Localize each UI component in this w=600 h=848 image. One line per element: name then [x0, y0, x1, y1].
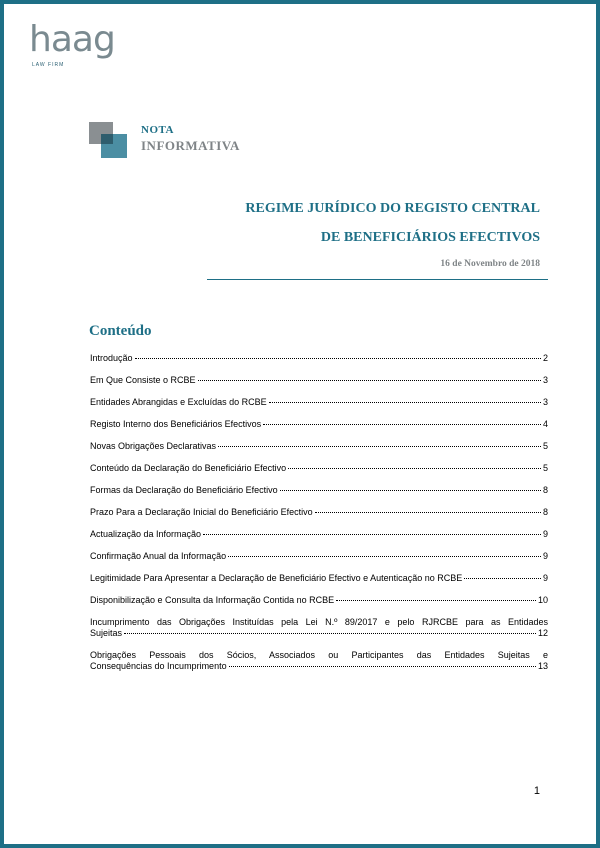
toc-entry[interactable]	[90, 551, 548, 562]
toc-leader	[218, 446, 541, 447]
toc-entry[interactable]	[90, 529, 548, 540]
document-title-line2: DE BENEFICIÁRIOS EFECTIVOS	[320, 230, 540, 245]
toc-entry[interactable]	[90, 617, 548, 639]
toc-entry-text: Legitimidade Para Apresentar a Declaração de Beneficiário Efectivo e Autenticação no RCBE	[90, 573, 463, 583]
toc-entry-text-line2: Consequências do Incumprimento	[90, 661, 227, 671]
toc-entry[interactable]	[90, 650, 548, 672]
toc-entry[interactable]	[90, 463, 548, 474]
toc-entry-page: 8	[542, 507, 548, 517]
toc-entry[interactable]	[90, 375, 548, 386]
toc-leader	[228, 556, 541, 557]
toc-entry[interactable]	[90, 507, 548, 518]
toc-entry-page: 12	[537, 628, 548, 638]
toc-leader	[198, 380, 541, 381]
toc-entry[interactable]	[90, 441, 548, 452]
toc-entry-page: 5	[542, 441, 548, 451]
document-title-line1: REGIME JURÍDICO DO REGISTO CENTRAL	[245, 201, 540, 216]
toc-entry-text-line1: Obrigações Pessoais dos Sócios, Associados ou Participantes das Entidades Sujeitas e	[90, 650, 548, 660]
toc-leader	[263, 424, 541, 425]
toc-entry-text: Novas Obrigações Declarativas	[90, 441, 217, 451]
toc-leader	[203, 534, 541, 535]
logo-wordmark: haag	[29, 19, 115, 60]
toc-entry[interactable]	[90, 353, 548, 364]
toc-entry[interactable]	[90, 485, 548, 496]
toc-entry-page: 8	[542, 485, 548, 495]
toc-leader	[464, 578, 541, 579]
toc-leader	[315, 512, 541, 513]
toc-entry-page: 2	[542, 353, 548, 363]
note-label-line1: NOTA	[141, 124, 174, 136]
toc-entry[interactable]	[90, 573, 548, 584]
toc-entry-text: Prazo Para a Declaração Inicial do Beneficiário Efectivo	[90, 507, 313, 517]
toc-leader	[229, 666, 536, 667]
toc-entry-page: 9	[542, 529, 548, 539]
toc-leader	[269, 402, 541, 403]
toc-entry-text-line2: Sujeitas	[90, 628, 123, 638]
toc-entry-page: 3	[542, 397, 548, 407]
page-number: 1	[533, 785, 540, 797]
logo-tagline: LAW FIRM	[32, 62, 65, 68]
toc-entry-page: 9	[542, 573, 548, 583]
toc-entry-text: Entidades Abrangidas e Excluídas do RCBE	[90, 397, 267, 407]
toc-entry-text: Disponibilização e Consulta da Informação Contida no RCBE	[90, 595, 335, 605]
toc-entry-text: Formas da Declaração do Beneficiário Efectivo	[90, 485, 278, 495]
toc-entry-page: 10	[537, 595, 548, 605]
toc-entry[interactable]	[90, 419, 548, 430]
toc-entry-text: Actualização da Informação	[90, 529, 202, 539]
nota-squares-icon	[89, 122, 129, 158]
document-date: 16 de Novembro de 2018	[440, 259, 540, 269]
toc-entry-text: Registo Interno dos Beneficiários Efectivos	[90, 419, 262, 429]
toc-entry-text: Confirmação Anual da Informação	[90, 551, 227, 561]
toc-entry[interactable]	[90, 397, 548, 408]
toc-entry-text: Conteúdo da Declaração do Beneficiário Efectivo	[90, 463, 287, 473]
toc-entry-page: 3	[542, 375, 548, 385]
toc-entry-text: Em Que Consiste o RCBE	[90, 375, 196, 385]
toc-heading: Conteúdo	[89, 323, 152, 339]
toc-entry-text: Introdução	[90, 353, 133, 363]
toc-leader	[336, 600, 536, 601]
toc-entry-text-line1: Incumprimento das Obrigações Instituídas pela Lei N.º 89/2017 e pelo RJRCBE para as Entidades	[90, 617, 548, 627]
note-label-line2: INFORMATIVA	[141, 138, 240, 153]
toc-entry-page: 9	[542, 551, 548, 561]
toc-leader	[135, 358, 541, 359]
toc-entry-page: 5	[542, 463, 548, 473]
title-divider	[207, 279, 548, 280]
table-of-contents	[90, 353, 548, 683]
haag-logo	[29, 19, 115, 72]
toc-entry-page: 13	[537, 661, 548, 671]
toc-leader	[280, 490, 541, 491]
toc-entry[interactable]	[90, 595, 548, 606]
toc-leader	[124, 633, 536, 634]
toc-leader	[288, 468, 541, 469]
toc-entry-page: 4	[542, 419, 548, 429]
